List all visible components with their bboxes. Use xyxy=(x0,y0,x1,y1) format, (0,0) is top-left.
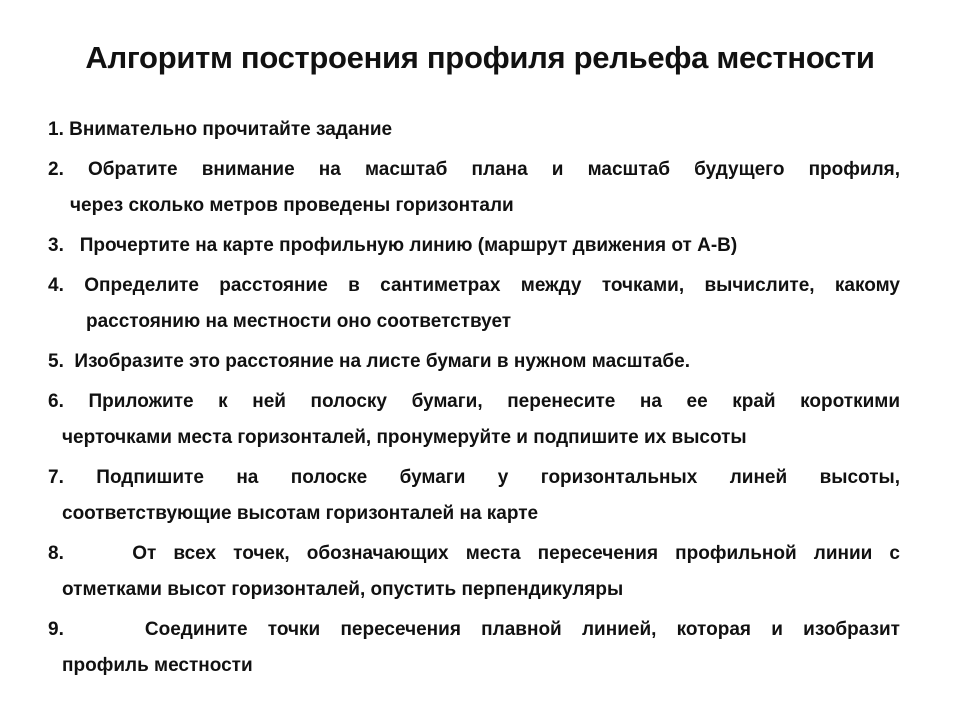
step-line-2: соответствующие высотам горизонталей на карте xyxy=(62,503,539,524)
step-number: 2. xyxy=(48,159,64,180)
step-line-2: профиль местности xyxy=(62,655,253,676)
step-number: 6. xyxy=(48,391,64,412)
step-line-1 xyxy=(48,612,900,648)
step-number: 5. xyxy=(48,351,64,372)
step-item xyxy=(48,460,900,532)
step-text: Подпишите на полоске бумаги у горизонтальных линей высоты, xyxy=(96,467,900,488)
step-text: Внимательно прочитайте задание xyxy=(69,119,393,140)
step-number: 7. xyxy=(48,467,64,488)
step-line-1 xyxy=(48,460,900,496)
step-item xyxy=(48,112,900,148)
step-text: Обратите внимание на масштаб плана и масштаб будущего профиля, xyxy=(88,159,901,180)
step-text: Соедините точки пересечения плавной линией, которая и изобразит xyxy=(144,619,900,640)
step-item xyxy=(48,536,900,608)
step-number: 8. xyxy=(48,543,64,564)
step-line-1 xyxy=(48,112,900,148)
step-text: Приложите к ней полоску бумаги, перенесите на ее край короткими xyxy=(88,391,901,412)
step-item xyxy=(48,268,900,340)
step-text: Изобразите это расстояние на листе бумаги в нужном масштабе. xyxy=(74,351,690,372)
step-item xyxy=(48,384,900,456)
step-line-1 xyxy=(48,384,900,420)
step-line-2: черточками места горизонталей, пронумеруйте и подпишите их высоты xyxy=(62,427,747,448)
step-text: От всех точек, обозначающих места пересечения профильной линии с xyxy=(132,543,900,564)
step-line-1 xyxy=(48,344,900,380)
step-number: 3. xyxy=(48,235,64,256)
step-line-1 xyxy=(48,536,900,572)
step-item xyxy=(48,612,900,684)
step-line-1 xyxy=(48,228,900,264)
step-item xyxy=(48,152,900,224)
step-line-1 xyxy=(48,268,900,304)
step-line-1 xyxy=(48,152,900,188)
step-line-2: отметками высот горизонталей, опустить перпендикуляры xyxy=(62,579,624,600)
step-line-2: расстоянию на местности оно соответствует xyxy=(86,311,512,332)
step-item xyxy=(48,344,900,380)
step-item xyxy=(48,228,900,264)
step-number: 1. xyxy=(48,119,64,140)
step-text: Прочертите на карте профильную линию (маршрут движения от А-В) xyxy=(79,235,738,256)
step-line-2: через сколько метров проведены горизонтали xyxy=(70,195,514,216)
algorithm-steps-list xyxy=(48,112,900,688)
slide-title: Алгоритм построения профиля рельефа местности xyxy=(85,40,875,75)
step-text: Определите расстояние в сантиметрах между точками, вычислите, какому xyxy=(84,275,900,296)
step-number: 4. xyxy=(48,275,64,296)
step-number: 9. xyxy=(48,619,64,640)
